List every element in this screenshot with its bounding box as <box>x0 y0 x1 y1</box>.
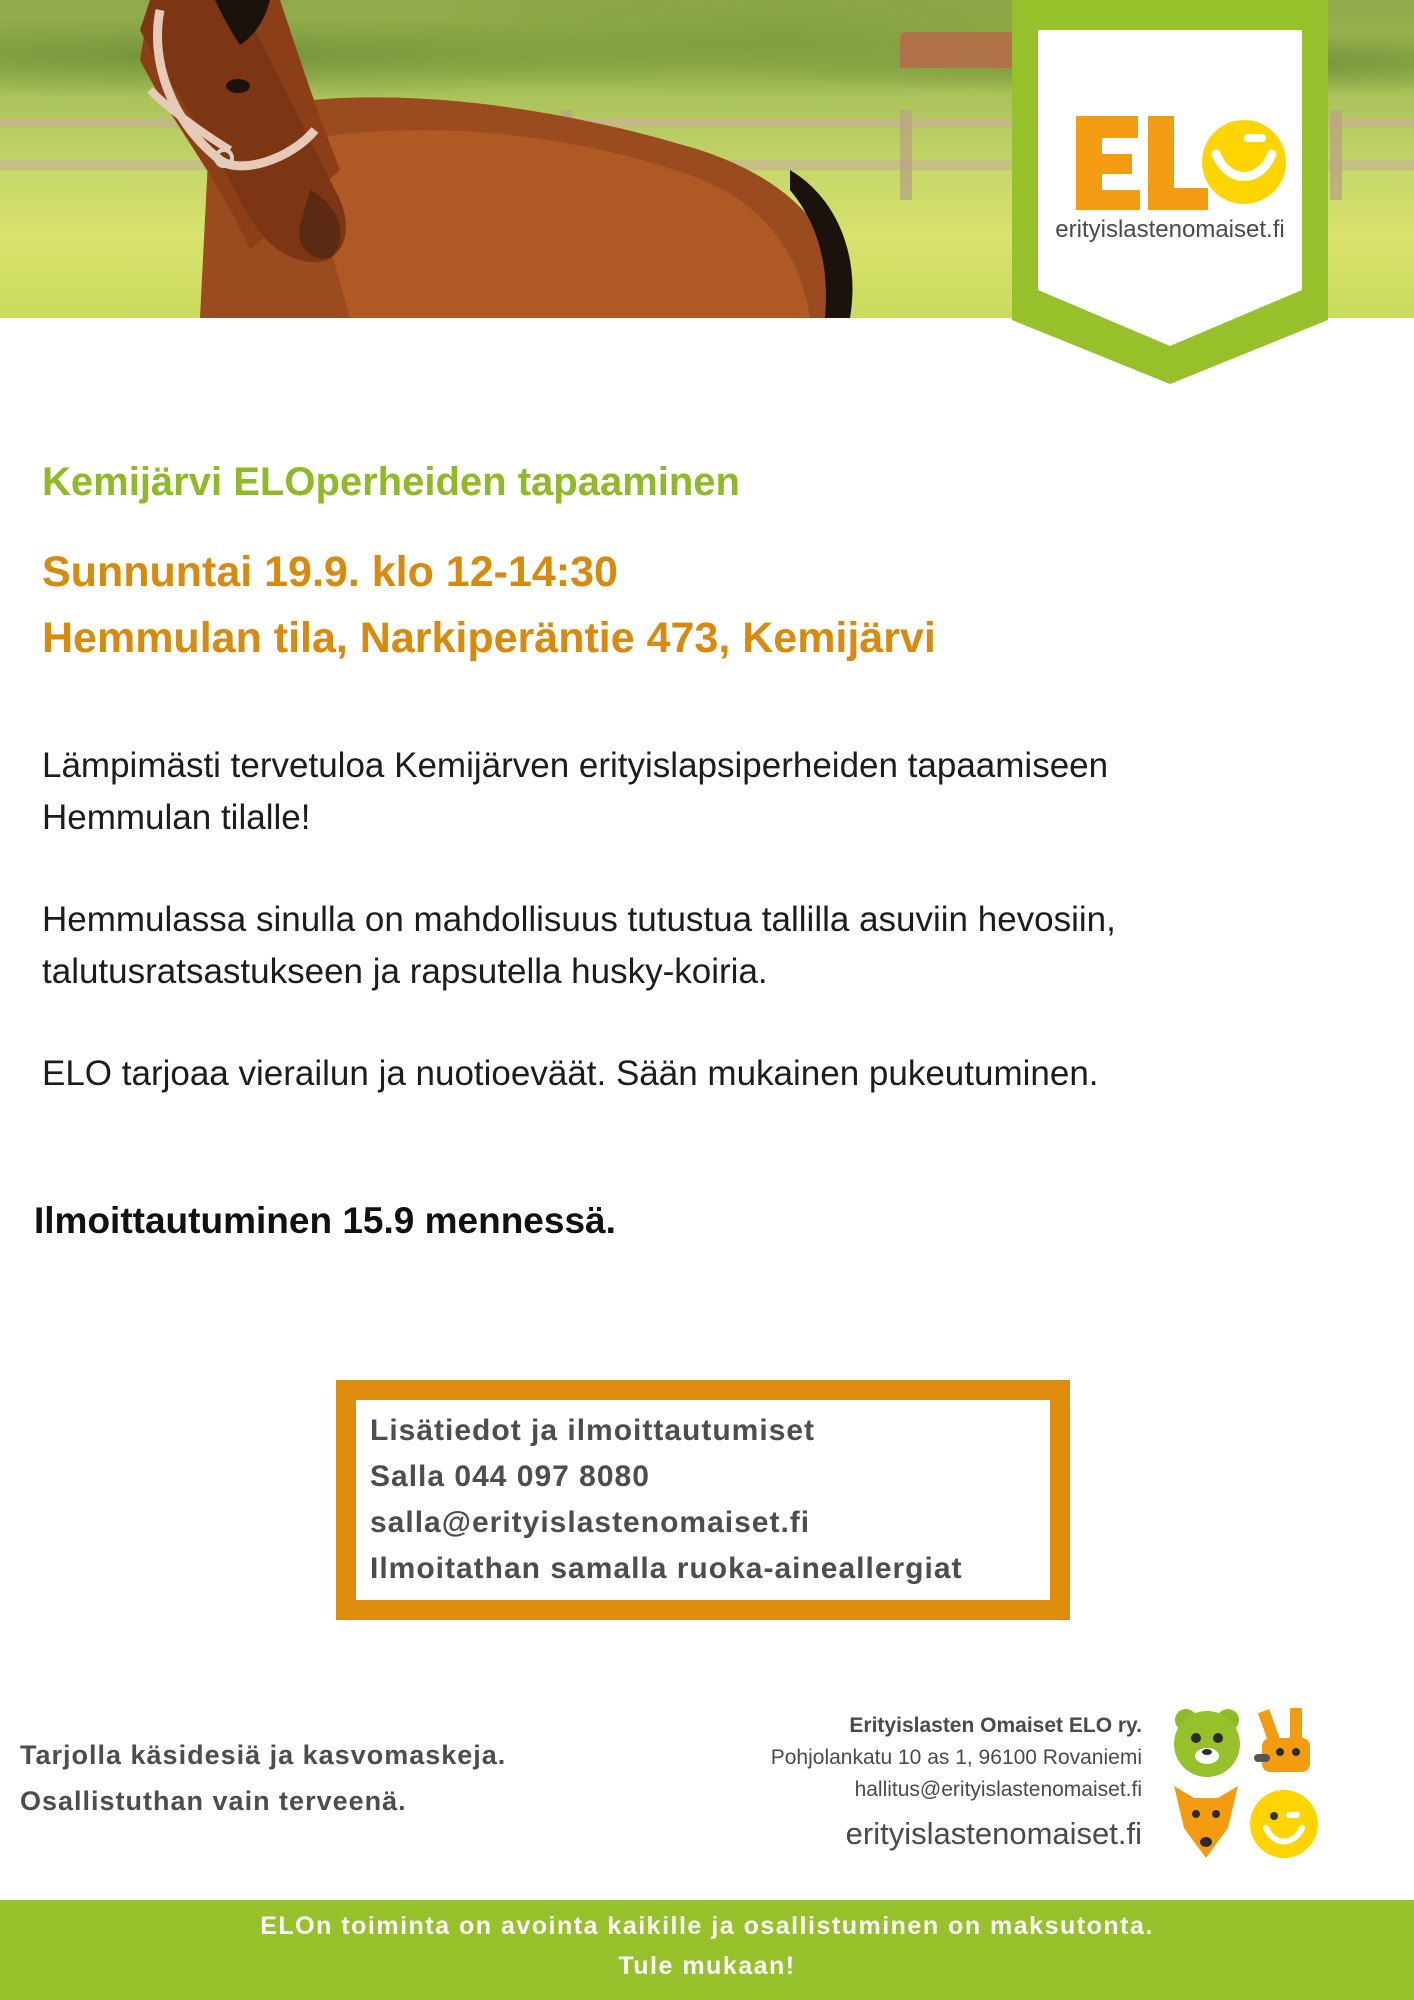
intro-line-2: Hemmulan tilalle! <box>42 798 311 837</box>
elo-wordmark <box>1068 104 1288 214</box>
logo-url: erityislastenomaiset.fi <box>1055 216 1285 243</box>
org-name: Erityislasten Omaiset ELO ry. <box>849 1714 1142 1737</box>
org-address: Pohjolankatu 10 as 1, 96100 Rovaniemi <box>770 1746 1142 1769</box>
footer-line-1: ELOn toiminta on avointa kaikille ja osallistuminen on maksutonta. <box>260 1912 1154 1940</box>
contact-email[interactable]: salla@erityislastenomaiset.fi <box>370 1506 811 1539</box>
info-heading: Lisätiedot ja ilmoittautumiset <box>370 1414 816 1447</box>
elo-logo-badge <box>1012 0 1328 384</box>
event-place: Hemmulan tila, Narkiperäntie 473, Kemijärvi <box>42 614 936 662</box>
rabbit-mascot-icon <box>1254 1708 1310 1772</box>
intro-paragraph <box>42 740 1342 844</box>
intro-line-1: Lämpimästi tervetuloa Kemijärven erityislapsiperheiden tapaamiseen <box>42 746 1109 785</box>
contact-info-box <box>336 1380 1070 1620</box>
registration-deadline: Ilmoittautuminen 15.9 mennessä. <box>34 1200 616 1241</box>
activities-paragraph <box>42 894 1342 998</box>
horse-icon <box>0 0 900 318</box>
mascot-icons <box>1172 1708 1322 1860</box>
activities-line-1: Hemmulassa sinulla on mahdollisuus tutustua tallilla asuviin hevosiin, <box>42 900 1116 939</box>
allergy-note: Ilmoitathan samalla ruoka-aineallergiat <box>370 1552 963 1585</box>
offer-paragraph: ELO tarjoaa vierailun ja nuotioeväät. Sään mukainen pukeutuminen. <box>42 1054 1099 1093</box>
org-website[interactable]: erityislastenomaiset.fi <box>845 1816 1142 1851</box>
footer-bar <box>0 1900 1414 2000</box>
event-date: Sunnuntai 19.9. klo 12-14:30 <box>42 548 618 596</box>
fox-mascot-icon <box>1174 1786 1238 1858</box>
notice-line-1: Tarjolla käsidesiä ja kasvomaskeja. <box>20 1740 507 1770</box>
event-title: Kemijärvi ELOperheiden tapaaminen <box>42 460 740 504</box>
smiley-mascot-icon <box>1250 1790 1318 1858</box>
contact-phone: Salla 044 097 8080 <box>370 1460 650 1493</box>
bear-mascot-icon <box>1174 1709 1240 1777</box>
footer-line-2: Tule mukaan! <box>618 1952 796 1980</box>
org-email[interactable]: hallitus@erityislastenomaiset.fi <box>854 1778 1142 1801</box>
notice-line-2: Osallistuthan vain terveenä. <box>20 1786 407 1816</box>
activities-line-2: talutusratsastukseen ja rapsutella husky-koiria. <box>42 952 768 991</box>
